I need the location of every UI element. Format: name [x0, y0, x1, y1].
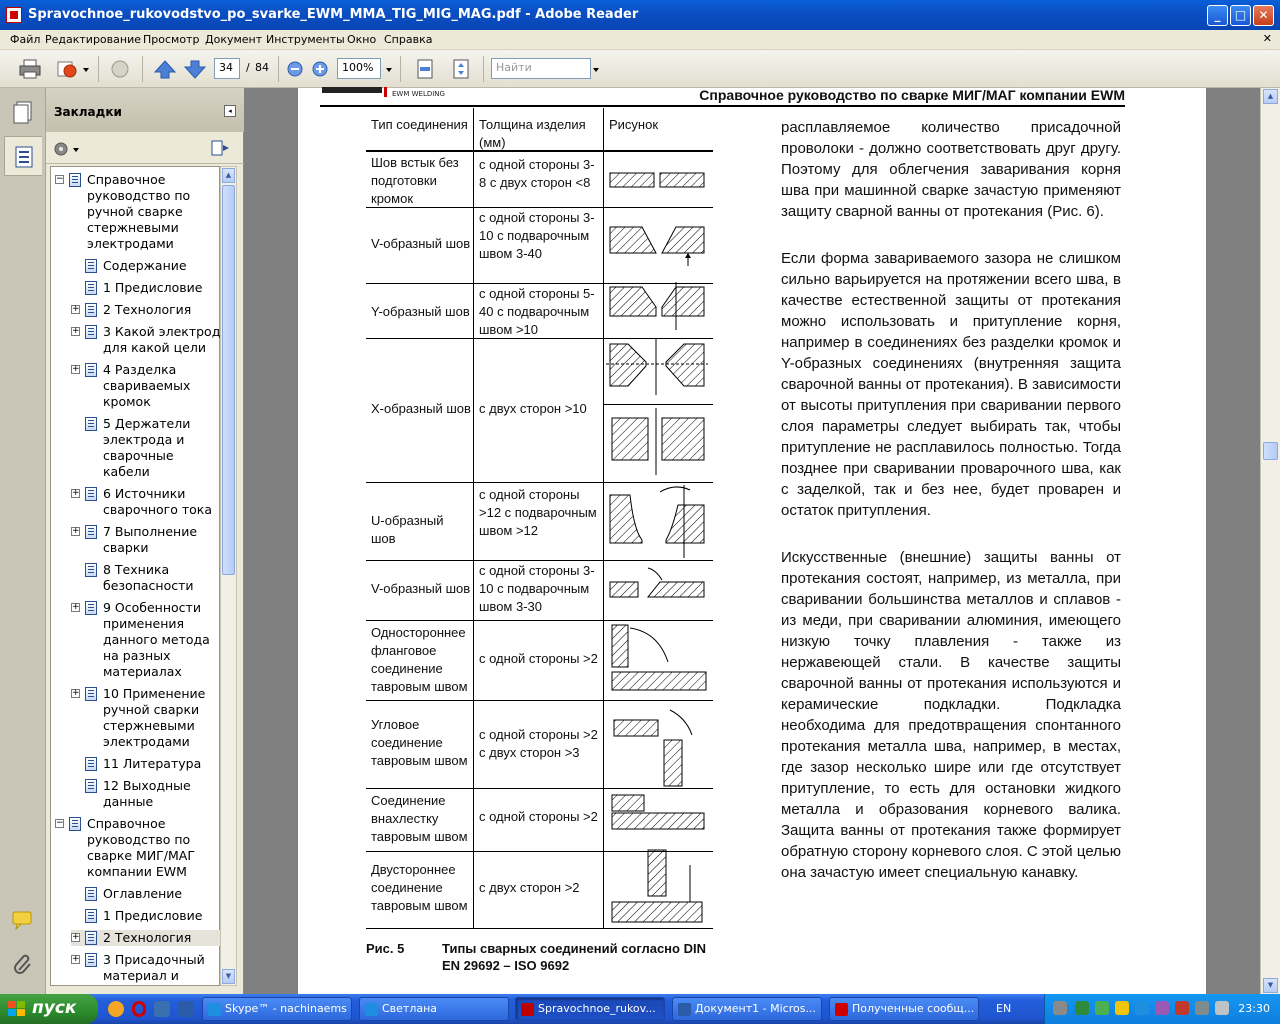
bookmark-label: 5 Держатели электрода и сварочные кабели [103, 416, 191, 479]
bookmarks-scrollbar[interactable] [220, 166, 237, 986]
figure-u-joint [610, 485, 704, 558]
expand-icon[interactable]: + [72, 304, 80, 314]
tray-shield-icon[interactable] [1115, 1001, 1129, 1015]
taskbar-button[interactable] [829, 997, 979, 1021]
bookmark-icon [85, 281, 97, 295]
tray-volume-icon[interactable] [1215, 1001, 1229, 1015]
bookmark-icon [85, 779, 97, 793]
toolbar [0, 50, 1280, 88]
thickness-cell: с одной стороны >2 [479, 809, 598, 824]
doc-scroll-down-icon[interactable]: ▼ [1263, 978, 1278, 993]
bookmark-item[interactable] [71, 362, 221, 410]
close-document-icon[interactable]: ✕ [1262, 32, 1272, 45]
figure-x-joint [606, 338, 708, 475]
col-header-type: Тип соединения [371, 117, 468, 132]
quicklaunch-app-icon[interactable] [154, 1001, 170, 1017]
bookmark-icon [85, 601, 97, 615]
expand-icon[interactable]: + [72, 688, 80, 698]
taskbar-button[interactable] [672, 997, 822, 1021]
bookmark-item[interactable] [55, 172, 221, 252]
navigation-strip [0, 88, 46, 994]
title-bar [0, 0, 1280, 30]
bookmark-label: 3 Присадочный материал и [103, 952, 205, 983]
options-gear-icon[interactable] [52, 140, 70, 158]
bookmark-label: 11 Литература [103, 756, 202, 771]
task-app-icon [208, 1003, 221, 1016]
expand-icon[interactable]: + [72, 488, 80, 498]
fit-width-icon[interactable] [413, 58, 437, 80]
zoom-level-select[interactable]: 100% [337, 58, 381, 79]
thickness-cell: с одной стороны 3-10 с подварочным швом 3-30 [479, 563, 595, 614]
bookmark-icon [69, 817, 81, 831]
task-label: Документ1 - Micros... [695, 1002, 816, 1015]
joint-type-cell: Одностороннее фланговое соединение тавровым швом [371, 625, 468, 694]
taskbar [0, 994, 1280, 1024]
thickness-cell: с одной стороны >2 [479, 651, 598, 666]
expand-icon[interactable]: + [72, 932, 80, 942]
joint-type-cell: V-образный шов [371, 236, 471, 251]
email-share-icon[interactable] [55, 58, 79, 80]
collapse-icon[interactable]: − [56, 174, 64, 184]
bookmark-item[interactable] [55, 816, 221, 880]
tray-daemon-icon[interactable] [1155, 1001, 1169, 1015]
bookmark-label: Содержание [103, 258, 187, 273]
figure-y-joint [610, 282, 704, 330]
clock: 23:30 [1238, 1002, 1270, 1015]
thickness-cell: с одной стороны >12 с подварочным швом >12 [479, 487, 597, 538]
bookmark-label: 8 Техника безопасности [103, 562, 194, 593]
page-separator: / [246, 61, 250, 74]
figure-caption-text: Типы сварных соединений согласно DIN EN 29692 – ISO 9692 [442, 941, 706, 973]
expand-icon[interactable]: + [72, 602, 80, 612]
tray-arrow-icon[interactable] [1053, 1001, 1067, 1015]
attachments-icon[interactable] [11, 952, 35, 976]
thickness-cell: с одной стороны >2 с двух сторон >3 [479, 727, 598, 760]
expand-icon[interactable]: + [72, 526, 80, 536]
bookmark-item[interactable] [71, 952, 221, 984]
zoom-dropdown-icon[interactable] [386, 68, 392, 72]
bookmark-icon [85, 887, 97, 901]
next-page-icon[interactable] [183, 58, 207, 80]
tray-skype-icon[interactable] [1135, 1001, 1149, 1015]
bookmark-label: 9 Особенности применения данного метода на разных материалах [103, 600, 210, 679]
joint-type-cell: X-образный шов [371, 401, 471, 416]
paragraph-3: Искусственные (внешние) защиты ванны от протекания состоят, например, из металла, при сваривании большинства металлов и сплавов - из меди, при сваривании алюминия, имеющего низкую точку плавления - также из нержавеющей стали. В качестве защиты сварочной ванны от протекания используются и керамические подкладки. Подкладка необходима для предотвращения спонтанного протекания металла шва, например, в местах, где зазор несколько шире или где отсутствует притупление, то есть для остановки жидкого металла и образования корневого валика. Защита ванны от протекания также формирует обратную сторону корневого слоя. С этой целью она зачастую имеет специальную канавку. [781, 549, 1121, 881]
thickness-cell: с одной стороны 3-10 с подварочным швом 3-40 [479, 210, 595, 261]
adobe-reader-icon [6, 7, 22, 23]
options-dropdown-icon[interactable] [73, 148, 79, 152]
joint-type-cell: Y-образный шов [371, 304, 470, 319]
hand-tool-icon[interactable] [108, 58, 132, 80]
zoom-in-icon[interactable] [310, 58, 330, 80]
bookmark-label: 6 Источники сварочного тока [103, 486, 213, 517]
bookmark-item[interactable] [71, 886, 221, 902]
expand-bookmark-icon[interactable] [210, 139, 232, 157]
bookmark-item[interactable] [71, 258, 221, 274]
bookmark-item[interactable] [71, 562, 221, 594]
close-button[interactable]: ✕ [1253, 5, 1274, 26]
joint-type-cell: Шов встык без подготовки кромок [371, 155, 459, 206]
scroll-down-icon[interactable]: ▼ [222, 969, 235, 984]
scroll-up-icon[interactable]: ▲ [222, 168, 235, 183]
bookmark-label: 7 Выполнение сварки [103, 524, 198, 555]
share-dropdown-icon[interactable] [83, 68, 89, 72]
tray-app-icon[interactable] [1095, 1001, 1109, 1015]
task-app-icon [365, 1003, 378, 1016]
table-rule [473, 108, 474, 928]
menu-document[interactable]: Документ [205, 33, 263, 46]
bookmark-item[interactable] [71, 416, 221, 480]
bookmark-icon [85, 417, 97, 431]
task-label: Светлана [382, 1002, 438, 1015]
pages-icon[interactable] [11, 100, 35, 124]
bookmark-icon [85, 909, 97, 923]
bookmark-item[interactable] [71, 756, 221, 772]
bookmarks-tree [50, 166, 220, 986]
window-title: Spravochnoe_rukovodstvo_po_svarke_EWM_MMA_TIG_MIG_MAG.pdf - Adobe Reader [28, 7, 639, 22]
tray-network-icon[interactable] [1195, 1001, 1209, 1015]
bookmark-icon [85, 363, 97, 377]
task-app-icon [521, 1003, 534, 1016]
start-button[interactable] [0, 994, 98, 1024]
language-indicator[interactable]: EN [996, 1002, 1012, 1015]
task-label: Skype™ - nachinaems [225, 1002, 347, 1015]
bookmark-icon [85, 931, 97, 945]
document-scrollbar[interactable] [1260, 88, 1280, 994]
panel-tools [46, 132, 244, 164]
thickness-cell: с двух сторон >2 [479, 880, 580, 895]
maximize-button[interactable]: □ [1230, 5, 1251, 26]
print-icon[interactable] [18, 58, 42, 80]
bookmark-label: Справочное руководство по сварке МИГ/МАГ компании EWM [87, 816, 195, 879]
expand-icon[interactable]: + [72, 954, 80, 964]
bookmark-icon [85, 487, 97, 501]
menu-tools[interactable]: Инструменты [266, 33, 345, 46]
tray-antivirus-icon[interactable] [1175, 1001, 1189, 1015]
thickness-cell: с двух сторон >10 [479, 401, 587, 416]
task-label: Spravochnoe_rukov... [538, 1002, 656, 1015]
bookmark-icon [85, 303, 97, 317]
figure-lap-joint [612, 795, 704, 829]
bookmark-label: 2 Технология [103, 302, 192, 317]
bookmark-item[interactable] [71, 280, 221, 296]
bookmark-icon [69, 173, 81, 187]
bookmark-icon [85, 325, 97, 339]
expand-icon[interactable]: + [72, 364, 80, 374]
bookmark-icon [85, 259, 97, 273]
paragraph-1: расплавляемое количество присадочной проволоки - должно соответствовать друг другу. Поэтому для облегчения заваривания корня шва при машинной сварке зачастую применяют защиту сварной ванны от протекания (Рис. 6). [781, 119, 1121, 220]
bookmark-label: 3 Какой электрод для какой цели [103, 324, 221, 355]
figure-caption-label: Рис. 5 [366, 941, 405, 956]
thickness-cell: с одной стороны 3-8 с двух сторон <8 [479, 157, 595, 190]
find-dropdown-icon[interactable] [593, 68, 599, 72]
menu-edit[interactable]: Редактирование [45, 33, 141, 46]
svg-text:EWM WELDING: EWM WELDING [392, 90, 445, 98]
collapse-icon[interactable]: − [56, 818, 64, 828]
menu-bar [0, 30, 1280, 50]
joint-type-cell: V-образный шов [371, 581, 471, 596]
bookmark-label: 12 Выходные данные [103, 778, 191, 809]
panel-collapse-button[interactable]: ◂ [224, 105, 236, 117]
menu-help[interactable]: Справка [384, 33, 433, 46]
bookmarks-tab[interactable] [4, 136, 42, 176]
joint-type-cell: U-образный шов [371, 513, 444, 546]
header-rule [320, 105, 1125, 107]
taskbar-button[interactable] [359, 997, 509, 1021]
figure-v-joint [610, 227, 704, 266]
browser-quicklaunch-icon[interactable] [108, 1001, 124, 1017]
figure-butt-joint [610, 173, 704, 187]
bookmarks-panel [46, 88, 244, 994]
bookmark-icon [85, 563, 97, 577]
task-label: Полученные сообщ... [852, 1002, 975, 1015]
bookmarks-icon [12, 145, 36, 169]
task-app-icon [678, 1003, 691, 1016]
bookmark-icon [85, 953, 97, 967]
bookmark-icon [85, 525, 97, 539]
scroll-thumb[interactable] [222, 185, 235, 575]
bookmark-item[interactable] [71, 600, 221, 680]
bookmark-item[interactable] [71, 686, 221, 750]
bookmark-item[interactable] [71, 930, 221, 946]
bookmark-item[interactable] [71, 524, 221, 556]
comments-icon[interactable] [11, 910, 35, 932]
taskbar-button[interactable] [202, 997, 352, 1021]
bookmark-item[interactable] [71, 778, 221, 810]
bookmark-item[interactable] [71, 324, 221, 356]
joint-figures [600, 150, 715, 930]
bookmark-label: 2 Технология [103, 930, 192, 945]
panel-header [46, 88, 244, 132]
taskbar-button[interactable] [515, 997, 665, 1021]
panel-title: Закладки [54, 105, 122, 119]
bookmark-label: 1 Предисловие [103, 908, 203, 923]
bookmark-item[interactable] [71, 908, 221, 924]
bookmark-label: 10 Применение ручной сварки стержневыми электродами [103, 686, 206, 749]
minimize-button[interactable]: _ [1207, 5, 1228, 26]
doc-scroll-thumb[interactable] [1263, 442, 1278, 460]
find-input[interactable]: Найти [491, 58, 591, 79]
bookmark-item[interactable] [71, 302, 221, 318]
menu-file[interactable]: Файл [10, 33, 41, 46]
menu-view[interactable]: Просмотр [143, 33, 200, 46]
menu-window[interactable]: Окно [347, 33, 377, 46]
word-quicklaunch-icon[interactable] [178, 1001, 194, 1017]
paragraph-2: Если форма завариваемого зазора не слишком сильно варьируется на протяжении всего шва, в качестве естественной защиты от протекания можно использовать и притупление корня, например в соединениях без разделки кромок и Y-образных соединениях (внутренняя защита сварочной ванны от протекания). В зависимости от высоты притупления при сваривании первого слоя параметры следует выбирать так, чтобы притупление не расплавилось полностью. Тогда позднее при сваривании проварочного шва, как с заделкой, так и без нее, будет проварен и остаток притупления. [781, 250, 1121, 519]
windows-flag-icon [8, 1001, 26, 1017]
fit-page-icon[interactable] [449, 58, 473, 80]
page-header: Справочное руководство по сварке МИГ/МАГ компании EWM [699, 87, 1125, 103]
previous-page-icon[interactable] [153, 58, 177, 80]
bookmark-icon [85, 687, 97, 701]
bookmark-icon [85, 757, 97, 771]
system-tray [1044, 994, 1280, 1024]
bookmark-label: Оглавление [103, 886, 183, 901]
col-header-figure: Рисунок [609, 117, 659, 132]
doc-scroll-up-icon[interactable]: ▲ [1263, 89, 1278, 104]
joint-type-cell: Соединение внахлестку тавровым швом [371, 793, 468, 844]
bookmark-label: 4 Разделка свариваемых кромок [103, 362, 191, 409]
figure-v-single-joint [610, 568, 704, 597]
joint-type-cell: Угловое соединение тавровым швом [371, 717, 468, 768]
start-label: пуск [32, 998, 77, 1018]
col-header-thickness: Толщина изделия (мм) [479, 117, 586, 150]
zoom-out-icon[interactable] [285, 58, 305, 80]
thickness-cell: с одной стороны 5-40 с подварочным швом >10 [479, 286, 595, 337]
bookmark-label: 1 Предисловие [103, 280, 203, 295]
figure-double-t-joint [612, 850, 702, 922]
tray-utorrent-icon[interactable] [1075, 1001, 1089, 1015]
opera-quicklaunch-icon[interactable] [132, 1001, 146, 1017]
figure-fillet-t-joint [612, 625, 706, 690]
task-app-icon [835, 1003, 848, 1016]
expand-icon[interactable]: + [72, 326, 80, 336]
figure-corner-joint [614, 710, 692, 786]
joint-type-cell: Двустороннее соединение тавровым швом [371, 862, 468, 913]
bookmark-label: Справочное руководство по ручной сварке стержневыми электродами [87, 172, 191, 251]
page-number-input[interactable]: 34 [214, 58, 240, 79]
page-total: 84 [255, 61, 269, 74]
bookmark-item[interactable] [71, 486, 221, 518]
